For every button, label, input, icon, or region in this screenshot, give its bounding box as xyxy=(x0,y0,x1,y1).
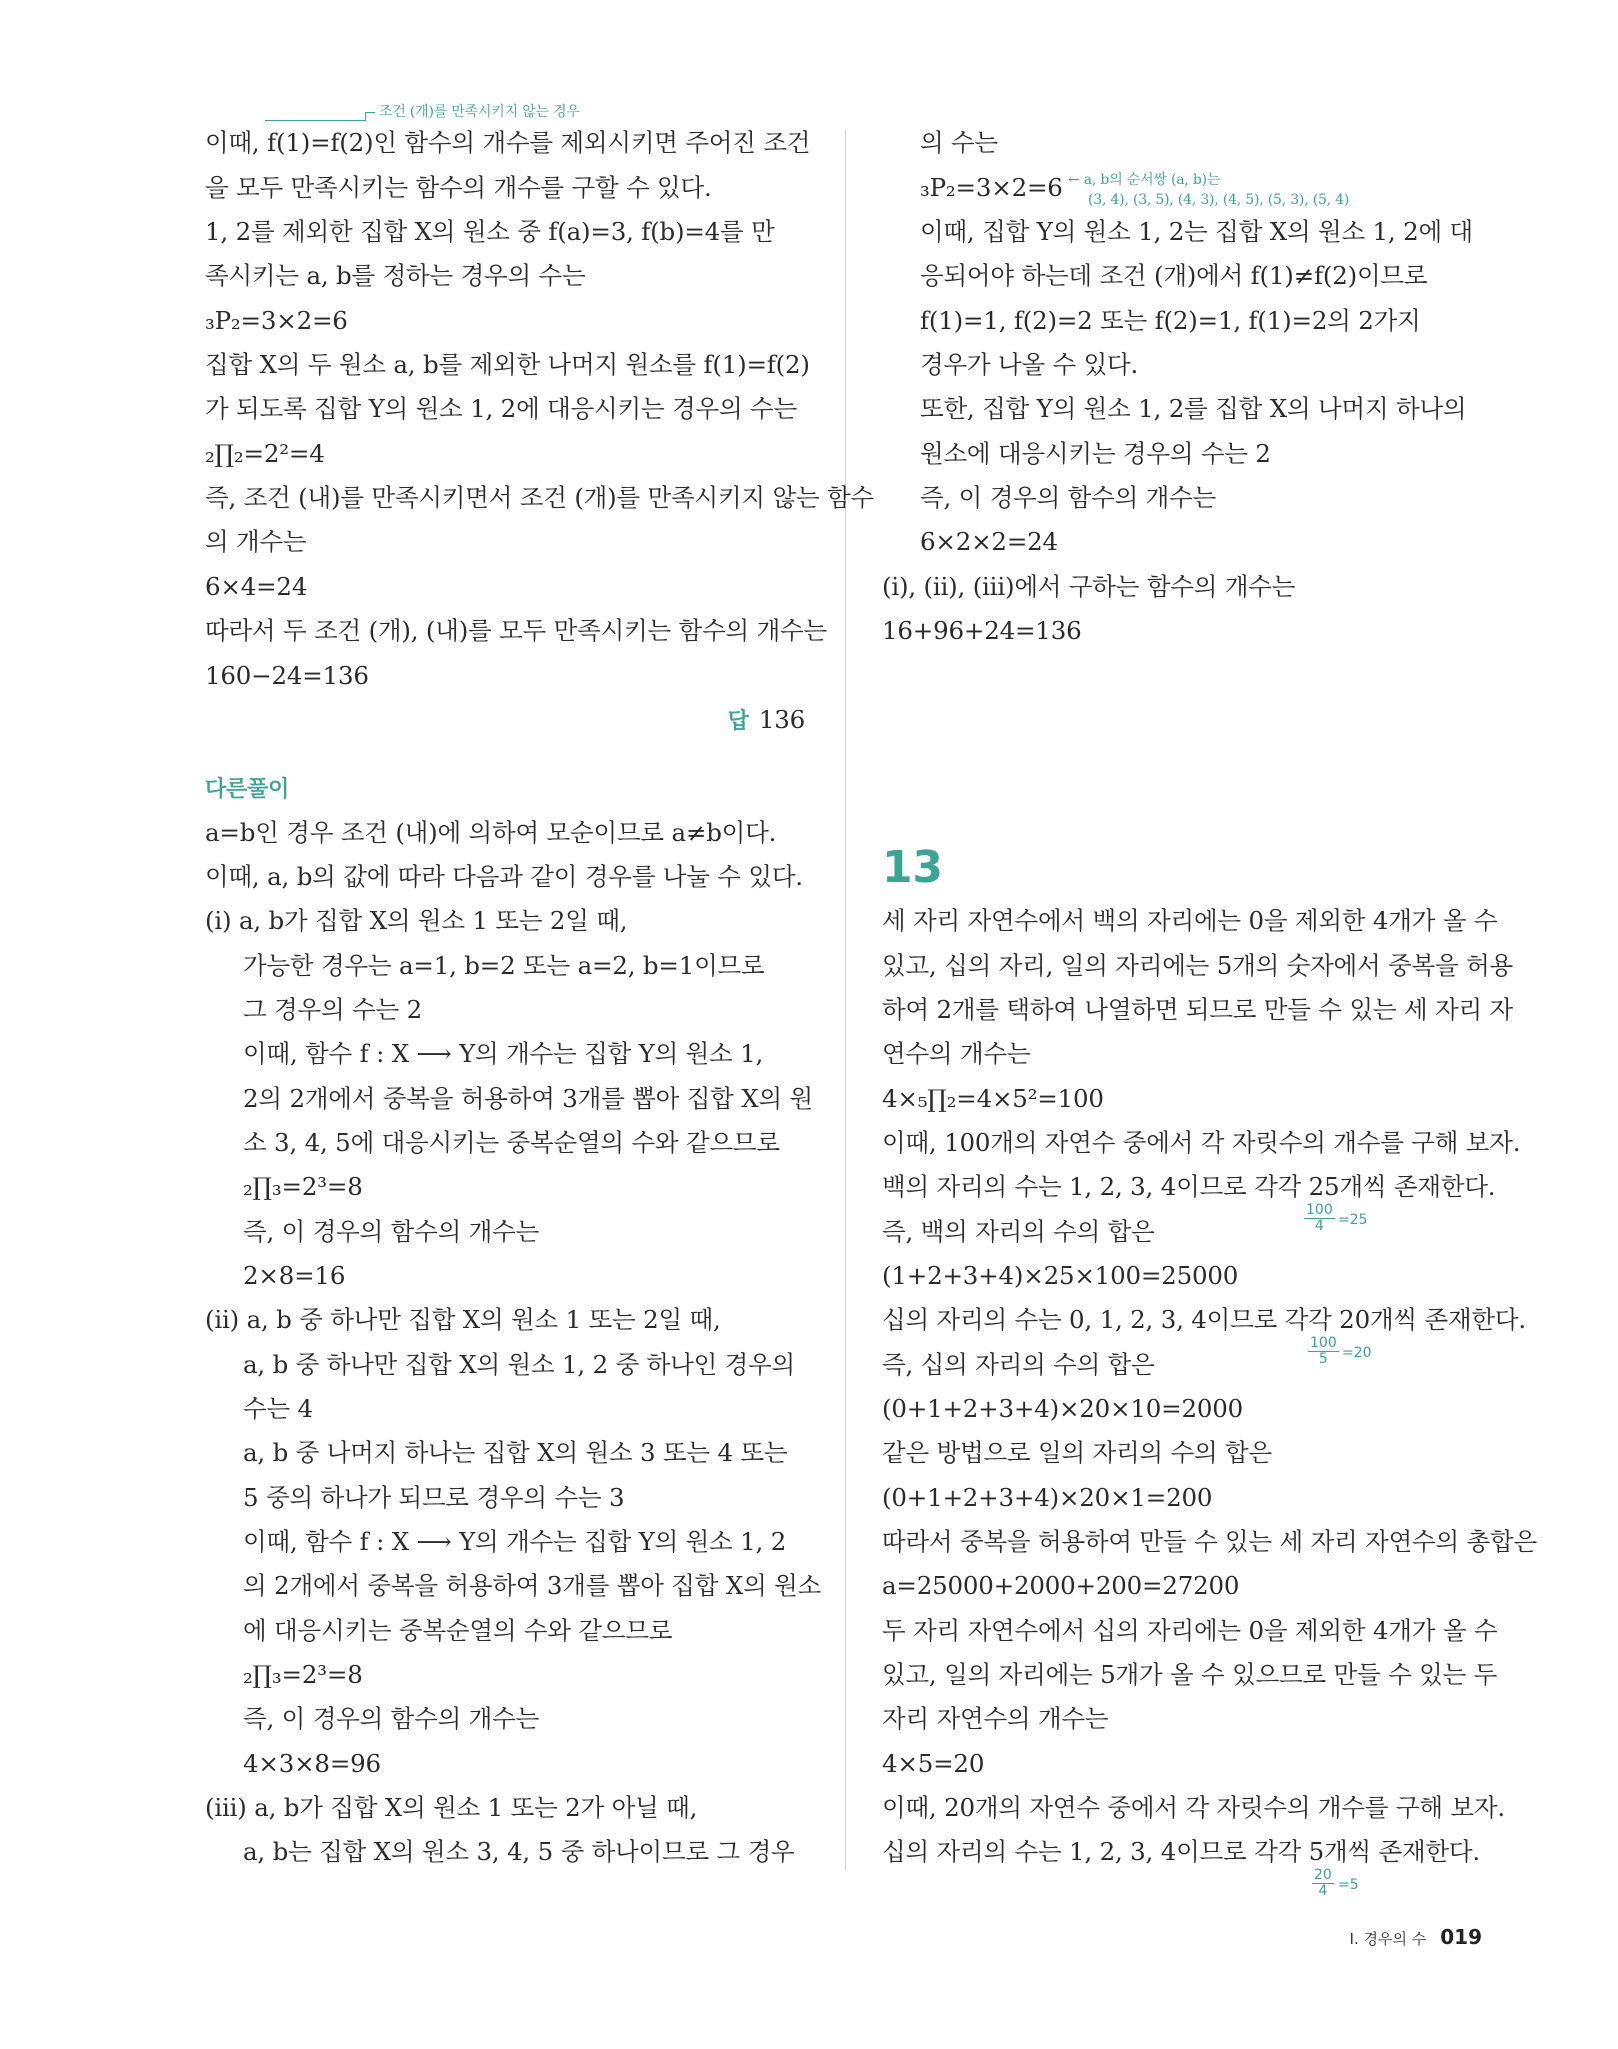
equation: a=25000+2000+200=27200 xyxy=(882,1571,1240,1600)
answer-label: 답 xyxy=(727,709,749,734)
text-line: 원소에 대응시키는 경우의 수는 2 xyxy=(920,439,1271,468)
equation: (0+1+2+3+4)×20×1=200 xyxy=(882,1483,1213,1512)
case-heading: (i) a, b가 집합 X의 원소 1 또는 2일 때, xyxy=(205,906,628,935)
text-line: 을 모두 만족시키는 함수의 개수를 구할 수 있다. xyxy=(205,173,712,202)
text-line: 이때, 100개의 자연수 중에서 각 자릿수의 개수를 구해 보자. xyxy=(882,1128,1521,1157)
fraction-note xyxy=(1308,1336,1339,1367)
side-note: ← a, b의 순서쌍 (a, b)는 xyxy=(1068,172,1221,188)
text-line: 의 2개에서 중복을 허용하여 3개를 뽑아 집합 X의 원소 xyxy=(243,1571,822,1600)
text-line: 의 개수는 xyxy=(205,527,307,556)
equation: (0+1+2+3+4)×20×10=2000 xyxy=(882,1394,1244,1423)
equation: ₂∏₂=2²=4 xyxy=(205,439,325,468)
equation: 160−24=136 xyxy=(205,661,369,690)
side-note: (3, 4), (3, 5), (4, 3), (4, 5), (5, 3), (5, 4) xyxy=(1088,192,1350,208)
equation: ₃P₂=3×2=6 xyxy=(205,306,348,335)
text-line: 하여 2개를 택하여 나열하면 되므로 만들 수 있는 세 자리 자 xyxy=(882,995,1514,1024)
text-line: f(1)=1, f(2)=2 또는 f(2)=1, f(1)=2의 2가지 xyxy=(920,306,1421,335)
fraction-result: =5 xyxy=(1338,1877,1359,1893)
chapter-label: I. 경우의 수 xyxy=(1349,1930,1427,1948)
fraction-denominator: 4 xyxy=(1318,1883,1328,1899)
equation: 6×2×2=24 xyxy=(920,527,1058,556)
equation: (1+2+3+4)×25×100=25000 xyxy=(882,1261,1239,1290)
fraction-note xyxy=(1312,1868,1334,1899)
text-line: 집합 X의 두 원소 a, b를 제외한 나머지 원소를 f(1)=f(2) xyxy=(205,350,810,379)
text-line: 십의 자리의 수는 0, 1, 2, 3, 4이므로 각각 20개씩 존재한다. xyxy=(882,1305,1526,1334)
text-line: 따라서 중복을 허용하여 만들 수 있는 세 자리 자연수의 총합은 xyxy=(882,1527,1537,1556)
text-line: (i), (ii), (iii)에서 구하는 함수의 개수는 xyxy=(882,572,1296,601)
text-line: 가능한 경우는 a=1, b=2 또는 a=2, b=1이므로 xyxy=(243,951,765,980)
text-line: 경우가 나올 수 있다. xyxy=(920,350,1139,379)
text-line: 즉, 이 경우의 함수의 개수는 xyxy=(243,1217,540,1246)
text-line: 같은 방법으로 일의 자리의 수의 합은 xyxy=(882,1438,1272,1467)
equation: 6×4=24 xyxy=(205,572,308,601)
text-line: 또한, 집합 Y의 원소 1, 2를 집합 X의 나머지 하나의 xyxy=(920,394,1467,423)
answer-value: 136 xyxy=(758,705,805,734)
text-line: a=b인 경우 조건 (내)에 의하여 모순이므로 a≠b이다. xyxy=(205,818,777,847)
equation: 4×5=20 xyxy=(882,1749,985,1778)
text-line: 즉, 십의 자리의 수의 합은 xyxy=(882,1350,1155,1379)
text-line: 가 되도록 집합 Y의 원소 1, 2에 대응시키는 경우의 수는 xyxy=(205,394,797,423)
text-line: 십의 자리의 수는 1, 2, 3, 4이므로 각각 5개씩 존재한다. xyxy=(882,1837,1480,1866)
top-note: 조건 (개)를 만족시키지 않는 경우 xyxy=(379,104,580,120)
text-line: 소 3, 4, 5에 대응시키는 중복순열의 수와 같으므로 xyxy=(243,1128,780,1157)
case-heading: (ii) a, b 중 하나만 집합 X의 원소 1 또는 2일 때, xyxy=(205,1305,721,1334)
text-line: 의 수는 xyxy=(920,128,998,157)
fraction-numerator: 100 xyxy=(1306,1202,1333,1218)
text-line: a, b 중 나머지 하나는 집합 X의 원소 3 또는 4 또는 xyxy=(243,1438,788,1467)
text-line: 이때, a, b의 값에 따라 다음과 같이 경우를 나눌 수 있다. xyxy=(205,862,803,891)
fraction-note xyxy=(1304,1203,1335,1234)
note-leader-line-tick xyxy=(365,112,366,121)
equation: ₃P₂=3×2=6 xyxy=(920,173,1063,202)
text-line: 1, 2를 제외한 집합 X의 원소 중 f(a)=3, f(b)=4를 만 xyxy=(205,217,775,246)
text-line: 5 중의 하나가 되므로 경우의 수는 3 xyxy=(243,1483,625,1512)
text-line: 백의 자리의 수는 1, 2, 3, 4이므로 각각 25개씩 존재한다. xyxy=(882,1172,1496,1201)
text-line: 있고, 십의 자리, 일의 자리에는 5개의 숫자에서 중복을 허용 xyxy=(882,951,1514,980)
case-heading: (iii) a, b가 집합 X의 원소 1 또는 2가 아닐 때, xyxy=(205,1793,698,1822)
text-line: 즉, 백의 자리의 수의 합은 xyxy=(882,1217,1155,1246)
page-footer xyxy=(1350,1925,1482,1949)
text-line: 즉, 이 경우의 함수의 개수는 xyxy=(920,483,1217,512)
fraction-result: =25 xyxy=(1338,1212,1368,1228)
fraction-denominator: 4 xyxy=(1314,1218,1324,1234)
column-divider xyxy=(845,130,846,1870)
problem-number: 13 xyxy=(882,842,943,893)
equation: 2×8=16 xyxy=(243,1261,346,1290)
text-line: 이때, 함수 f : X ⟶ Y의 개수는 집합 Y의 원소 1, xyxy=(243,1039,764,1068)
text-line: 이때, f(1)=f(2)인 함수의 개수를 제외시키면 주어진 조건 xyxy=(205,128,811,157)
text-line: 즉, 이 경우의 함수의 개수는 xyxy=(243,1704,540,1733)
text-line: 세 자리 자연수에서 백의 자리에는 0을 제외한 4개가 올 수 xyxy=(882,906,1498,935)
text-line: 족시키는 a, b를 정하는 경우의 수는 xyxy=(205,261,586,290)
text-line: 두 자리 자연수에서 십의 자리에는 0을 제외한 4개가 올 수 xyxy=(882,1616,1498,1645)
equation: ₂∏₃=2³=8 xyxy=(243,1660,363,1689)
fraction-result: =20 xyxy=(1342,1345,1372,1361)
text-line: 응되어야 하는데 조건 (개)에서 f(1)≠f(2)이므로 xyxy=(920,261,1428,290)
text-line: 이때, 20개의 자연수 중에서 각 자릿수의 개수를 구해 보자. xyxy=(882,1793,1505,1822)
note-leader-line-top xyxy=(365,112,375,113)
text-line: 따라서 두 조건 (개), (내)를 모두 만족시키는 함수의 개수는 xyxy=(205,616,827,645)
text-line: a, b는 집합 X의 원소 3, 4, 5 중 하나이므로 그 경우 xyxy=(243,1837,795,1866)
text-line: 자리 자연수의 개수는 xyxy=(882,1704,1109,1733)
text-line: 즉, 조건 (내)를 만족시키면서 조건 (개)를 만족시키지 않는 함수 xyxy=(205,483,874,512)
equation: 4×₅∏₂=4×5²=100 xyxy=(882,1084,1104,1113)
text-line: a, b 중 하나만 집합 X의 원소 1, 2 중 하나인 경우의 xyxy=(243,1350,796,1379)
equation: ₂∏₃=2³=8 xyxy=(243,1172,363,1201)
text-line: 에 대응시키는 중복순열의 수와 같으므로 xyxy=(243,1616,673,1645)
fraction-denominator: 5 xyxy=(1318,1351,1328,1367)
equation: 4×3×8=96 xyxy=(243,1749,381,1778)
text-line: 있고, 일의 자리에는 5개가 올 수 있으므로 만들 수 있는 두 xyxy=(882,1660,1498,1689)
text-line: 2의 2개에서 중복을 허용하여 3개를 뽑아 집합 X의 원 xyxy=(243,1084,813,1113)
text-line: 이때, 집합 Y의 원소 1, 2는 집합 X의 원소 1, 2에 대 xyxy=(920,217,1473,246)
fraction-numerator: 100 xyxy=(1310,1335,1337,1351)
answer xyxy=(728,705,805,737)
fraction-numerator: 20 xyxy=(1314,1867,1332,1883)
page-number: 019 xyxy=(1440,1925,1482,1949)
alt-solution-heading: 다른풀이 xyxy=(205,777,290,802)
equation: 16+96+24=136 xyxy=(882,616,1082,645)
text-line: 연수의 개수는 xyxy=(882,1039,1031,1068)
note-leader-line xyxy=(265,120,365,121)
text-line: 수는 4 xyxy=(243,1394,313,1423)
text-line: 이때, 함수 f : X ⟶ Y의 개수는 집합 Y의 원소 1, 2 xyxy=(243,1527,787,1556)
text-line: 그 경우의 수는 2 xyxy=(243,995,422,1024)
